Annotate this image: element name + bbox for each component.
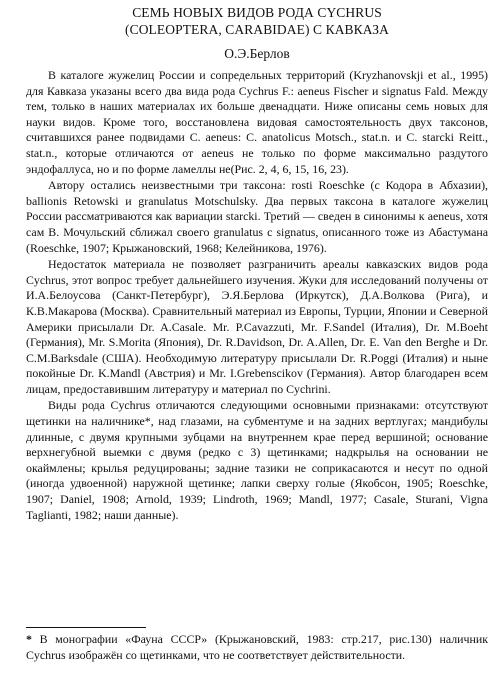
article-author: О.Э.Берлов [224, 46, 290, 61]
footnote-divider [26, 627, 146, 628]
paragraph-catalogue: В каталоге жужелиц России и сопредельных территорий (Kryzhanovskji et al., 1995) для Кавказа указаны всего два вида рода Cychrus F.: aeneus Fischer и signatus Fald. Между тем, только в наших материалах их больше двенадцати. Ниже описаны семь новых для науки видов. Кроме того, восстановлена видовая самостоятельность двух таксонов, считавшихся ранее подвидами C. aeneus: C. anatolicus Motsch., stat.n. и C. starcki Reitt., stat.n., которые отличаются от aeneus не только по форме максимально раздутого эндофаллуса, но и по форме ламеллы не(Рис. 2, 4, 6, 15, 16, 23). [26, 68, 488, 176]
footnote-text: В монографии «Фауна СССР» (Крыжановский, 1983: стр.217, рис.130) наличник Cychrus изображён со щетинками, что не соответствует действительности. [26, 632, 488, 662]
paragraph-unknown-taxa: Автору остались неизвестными три таксона: rosti Roeschke (с Кодора в Абхазии), ballionis Retowski и granulatus Motschulsky. Два первых таксона в каталоге жужелиц России рассматриваются как вариации starcki. Третий — сведен в синонимы к aeneus, хотя сам В. Мочульский сближал своего granulatus с signatus, описанного тоже из Абастумана (Roeschke, 1907; Крыжановский, 1968; Келейникова, 1976). [26, 178, 488, 255]
footnote [26, 632, 488, 663]
article-title-line-1: СЕМЬ НОВЫХ ВИДОВ РОДА CYCHRUS [132, 5, 382, 20]
article-body [26, 68, 488, 523]
footnote-mark: * [26, 632, 32, 646]
paragraph-diagnosis: Виды рода Cychrus отличаются следующими основными признаками: отсутствуют щетинки на наличнике*, над глазами, на субментуме и на задних вертлугах; мандибулы длинные, с двумя крупными зубцами на внутреннем крае перед вершиной; основание верхнегубной выемки с двумя (редко с 3) щетинками; надкрылья на основании не окаймлены; крылья редуцированы; задние тазики не соприкасаются и несут по одной (иногда удвоенной) наружной щетинке; лапки сверху голые (Якобсон, 1905; Roeschke, 1907; Daniel, 1908; Arnold, 1939; Lindroth, 1969; Mandl, 1977; Casale, Sturani, Vigna Taglianti, 1982; наши данные). [26, 398, 488, 522]
paragraph-acknowledgements: Недостаток материала не позволяет разграничить ареалы кавказских видов рода Cychrus, этот вопрос требует дальнейшего изучения. Жуки для исследований получены от И.А.Белоусова (Санкт-Петербург), Э.Я.Берлова (Иркутск), Д.А.Волкова (Рига), и К.В.Макарова (Москва). Сравнительный материал из Европы, Турции, Японии и Северной Америки присылали Dr. A.Casale. Mr. P.Cavazzuti, Mr. F.Sandel (Италия), Dr. M.Boeht (Германия), Mr. S.Morita (Япония), Dr. R.Davidson, Dr. A.Allen, Dr. E. Van den Berghe и Dr. C.M.Barksdale (США). Необходимую литературу присылали Dr. R.Poggi (Италия) и ныне покойные Dr. K.Mandl (Австрия) и Mr. I.Grebenscikov (Германия). Автор благодарен всем лицам, предоставившим литературу и материал по Cychrini. [26, 257, 488, 396]
article-title-line-2: (COLEOPTERA, CARABIDAE) С КАВКАЗА [125, 22, 389, 37]
